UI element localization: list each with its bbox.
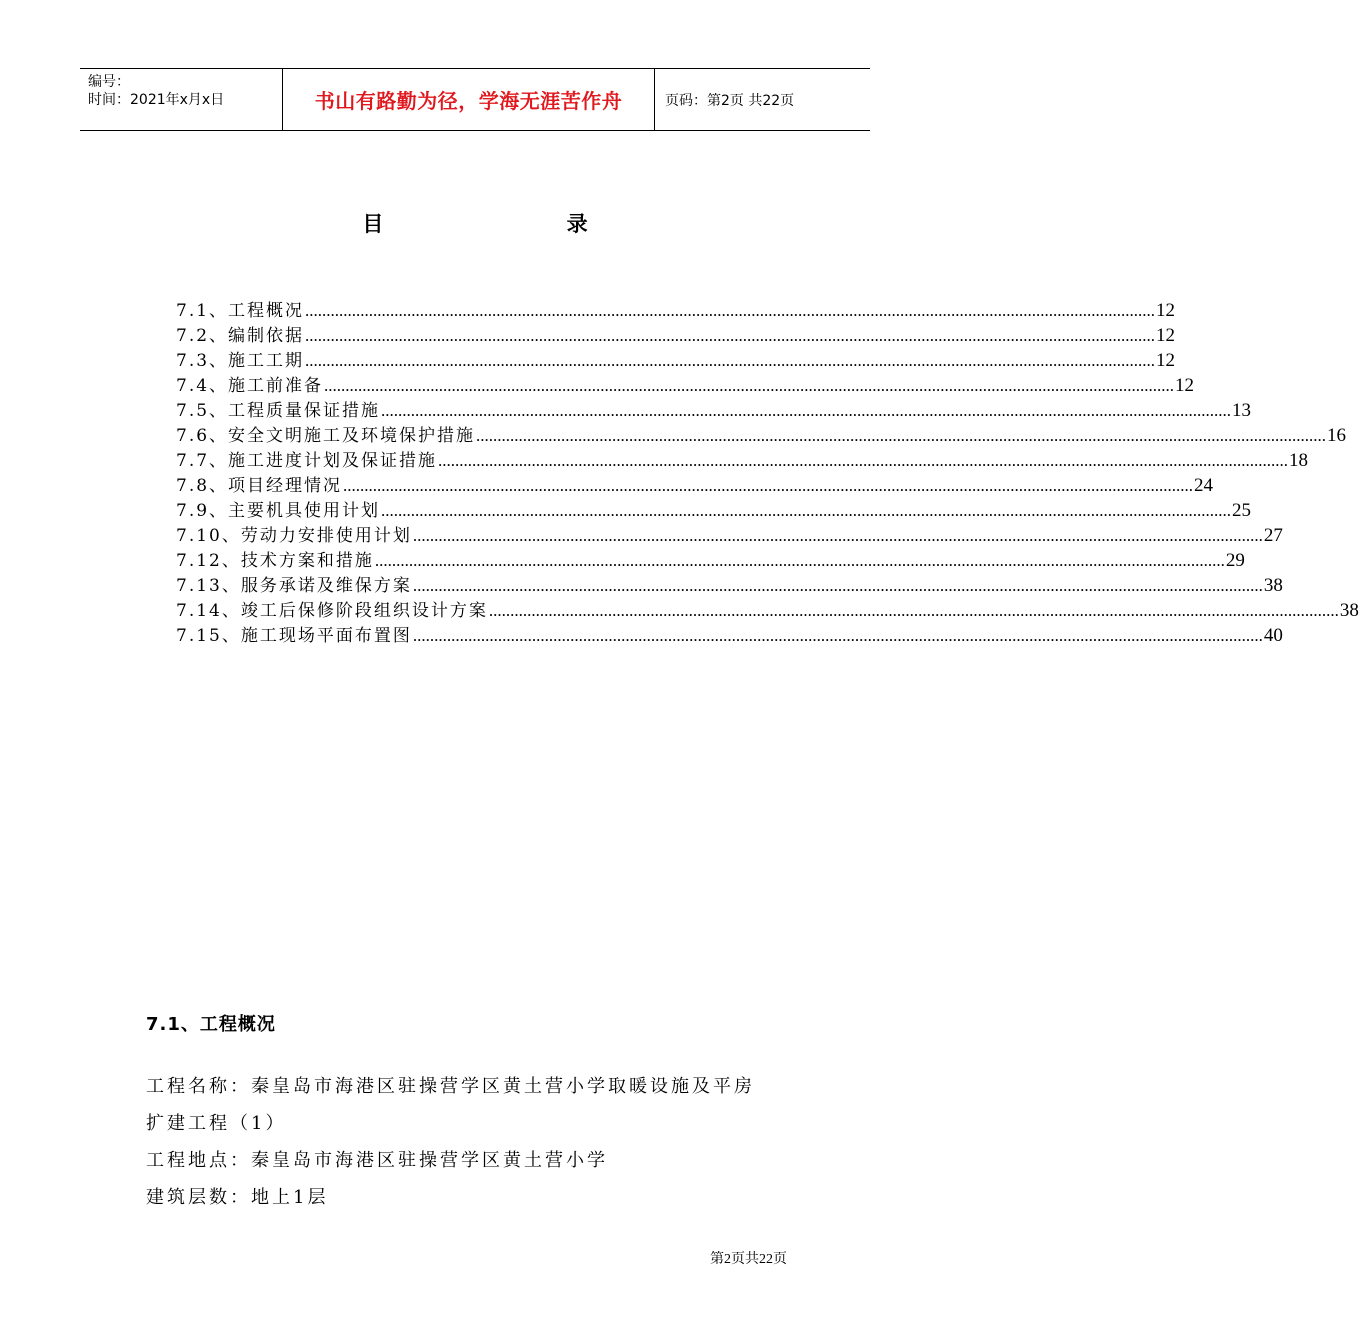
- toc-entry[interactable]: [176, 546, 1245, 571]
- toc-title: 目 录: [362, 212, 676, 236]
- toc-entry[interactable]: [176, 321, 1176, 346]
- toc-entry-page: 16: [1327, 425, 1347, 446]
- toc-entry-leader: ........................................................................................................................................................................................................: [488, 601, 1339, 620]
- toc-entry[interactable]: [176, 346, 1176, 371]
- toc-entry-leader: ........................................................................................................................................................................................................: [412, 576, 1263, 595]
- toc-entry[interactable]: [176, 421, 1347, 446]
- table-of-contents: [176, 296, 1359, 646]
- toc-entry[interactable]: [176, 446, 1309, 471]
- toc-entry-leader: ........................................................................................................................................................................................................: [305, 326, 1156, 345]
- toc-entry-label: 7.10、劳动力安排使用计划: [176, 526, 412, 546]
- toc-entry-label: 7.13、服务承诺及维保方案: [176, 576, 412, 596]
- toc-entry-label: 7.12、技术方案和措施: [176, 551, 374, 571]
- toc-entry-leader: ........................................................................................................................................................................................................: [343, 476, 1194, 495]
- toc-entry[interactable]: [176, 521, 1283, 546]
- section-body-line: 扩建工程（1）: [146, 1113, 287, 1134]
- toc-entry[interactable]: [176, 496, 1252, 521]
- toc-entry-page: 12: [1156, 325, 1176, 346]
- toc-entry-label: 7.1、工程概况: [176, 301, 305, 321]
- toc-entry-leader: ........................................................................................................................................................................................................: [381, 401, 1232, 420]
- page-header: [80, 68, 870, 131]
- toc-entry-label: 7.5、工程质量保证措施: [176, 401, 381, 421]
- toc-entry-leader: ........................................................................................................................................................................................................: [412, 526, 1263, 545]
- toc-entry[interactable]: [176, 596, 1359, 621]
- toc-entry-page: 12: [1156, 300, 1176, 321]
- toc-entry-label: 7.8、项目经理情况: [176, 476, 343, 496]
- section-body-line: 工程地点：秦皇岛市海港区驻操营学区黄土营小学: [146, 1150, 608, 1171]
- header-motto: 书山有路勤为径，学海无涯苦作舟: [282, 69, 655, 130]
- toc-entry-page: 38: [1263, 575, 1283, 596]
- section-body: [146, 1068, 826, 1216]
- toc-entry-label: 7.6、安全文明施工及环境保护措施: [176, 426, 476, 446]
- toc-entry-page: 40: [1263, 625, 1283, 646]
- toc-entry-page: 25: [1232, 500, 1252, 521]
- toc-entry-leader: ........................................................................................................................................................................................................: [476, 426, 1327, 445]
- toc-entry-page: 27: [1263, 525, 1283, 546]
- section-body-line: 工程名称：秦皇岛市海港区驻操营学区黄土营小学取暖设施及平房: [146, 1076, 755, 1097]
- section-body-line: 建筑层数：地上1层: [146, 1187, 329, 1208]
- toc-entry-leader: ........................................................................................................................................................................................................: [374, 551, 1225, 570]
- toc-entry-page: 18: [1289, 450, 1309, 471]
- toc-entry-label: 7.9、主要机具使用计划: [176, 501, 381, 521]
- toc-entry-label: 7.15、施工现场平面布置图: [176, 626, 412, 646]
- page-footer: 第2页共22页: [710, 1252, 787, 1267]
- toc-entry-leader: ........................................................................................................................................................................................................: [305, 351, 1156, 370]
- header-time-label: 时间：2021年x月x日: [88, 92, 225, 108]
- toc-entry-page: 24: [1194, 475, 1214, 496]
- toc-entry-page: 12: [1175, 375, 1195, 396]
- toc-entry-page: 13: [1232, 400, 1252, 421]
- toc-entry-label: 7.2、编制依据: [176, 326, 305, 346]
- toc-entry-leader: ........................................................................................................................................................................................................: [412, 626, 1263, 645]
- toc-entry-leader: ........................................................................................................................................................................................................: [324, 376, 1175, 395]
- toc-entry[interactable]: [176, 471, 1214, 496]
- header-number-label: 编号：: [88, 74, 130, 90]
- header-meta: [80, 69, 282, 130]
- toc-entry-page: 38: [1339, 600, 1359, 621]
- toc-entry[interactable]: [176, 296, 1176, 321]
- header-page-info: 页码：第2页 共22页: [665, 92, 795, 109]
- toc-entry-label: 7.4、施工前准备: [176, 376, 324, 396]
- toc-entry-label: 7.3、施工工期: [176, 351, 305, 371]
- toc-entry-leader: ........................................................................................................................................................................................................: [381, 501, 1232, 520]
- toc-entry[interactable]: [176, 621, 1283, 646]
- toc-entry-leader: ........................................................................................................................................................................................................: [438, 451, 1289, 470]
- section-heading: 7.1、工程概况: [146, 1014, 276, 1035]
- toc-entry-leader: ........................................................................................................................................................................................................: [305, 301, 1156, 320]
- toc-entry-label: 7.14、竣工后保修阶段组织设计方案: [176, 601, 488, 621]
- toc-entry-label: 7.7、施工进度计划及保证措施: [176, 451, 438, 471]
- toc-entry[interactable]: [176, 371, 1195, 396]
- toc-entry-page: 12: [1156, 350, 1176, 371]
- toc-entry[interactable]: [176, 571, 1283, 596]
- toc-entry-page: 29: [1225, 550, 1245, 571]
- toc-entry[interactable]: [176, 396, 1252, 421]
